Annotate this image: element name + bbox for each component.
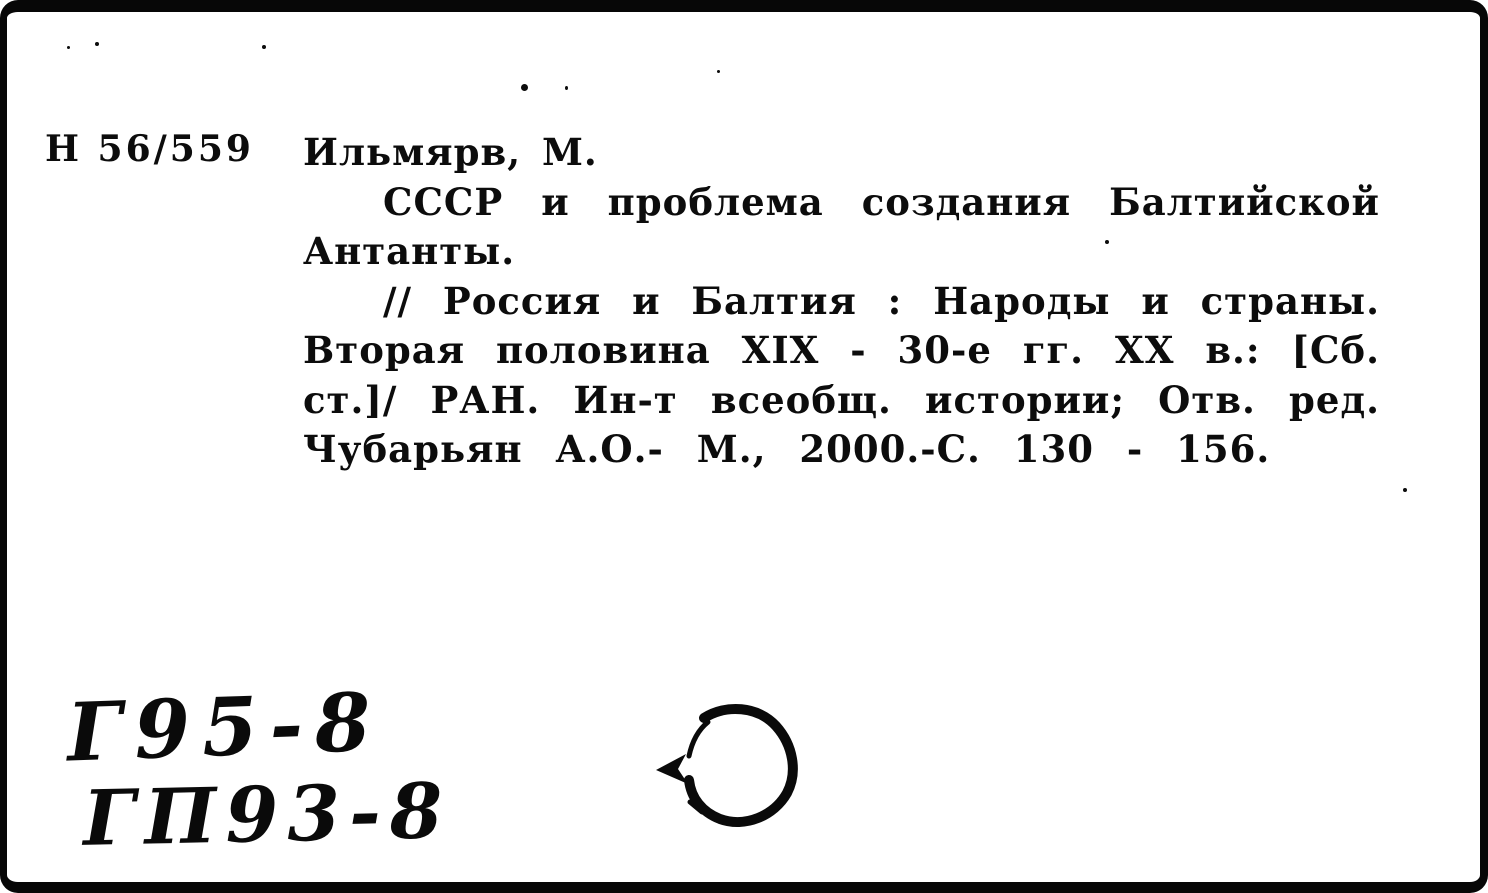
handwritten-shelf-code-2: ГП93-8 xyxy=(82,766,453,863)
source-line-1: // Россия и Балтия : Народы и страны. xyxy=(383,278,1380,323)
title-line-2: Антанты. xyxy=(303,229,516,273)
scan-noise-dot xyxy=(95,42,99,46)
source-line-2: Вторая половина XIX - 30-е гг. XX в.: [Сб. xyxy=(303,328,1380,372)
circle-pen-mark-icon xyxy=(652,698,817,848)
call-number: Н 56/559 xyxy=(45,128,254,170)
source-line-4: Чубарьян А.О.- М., 2000.-С. 130 - 156. xyxy=(303,427,1271,471)
bibliographic-entry xyxy=(303,128,1380,475)
scan-noise-dot xyxy=(1105,240,1109,244)
scan-noise-dot xyxy=(262,45,266,49)
scan-noise-dot xyxy=(1403,488,1407,492)
handwritten-shelf-code-1: Г95-8 xyxy=(65,674,384,780)
author-line: Ильмярв, М. xyxy=(303,130,598,174)
scan-noise-dot xyxy=(67,46,70,49)
scan-noise-dot xyxy=(717,70,720,73)
scan-noise-dot xyxy=(565,86,568,90)
source-line-3: ст.]/ РАН. Ин-т всеобщ. истории; Отв. ред. xyxy=(303,377,1380,422)
title-line-1: СССР и проблема создания Балтийской xyxy=(383,179,1380,224)
scan-noise-dot xyxy=(521,84,528,91)
